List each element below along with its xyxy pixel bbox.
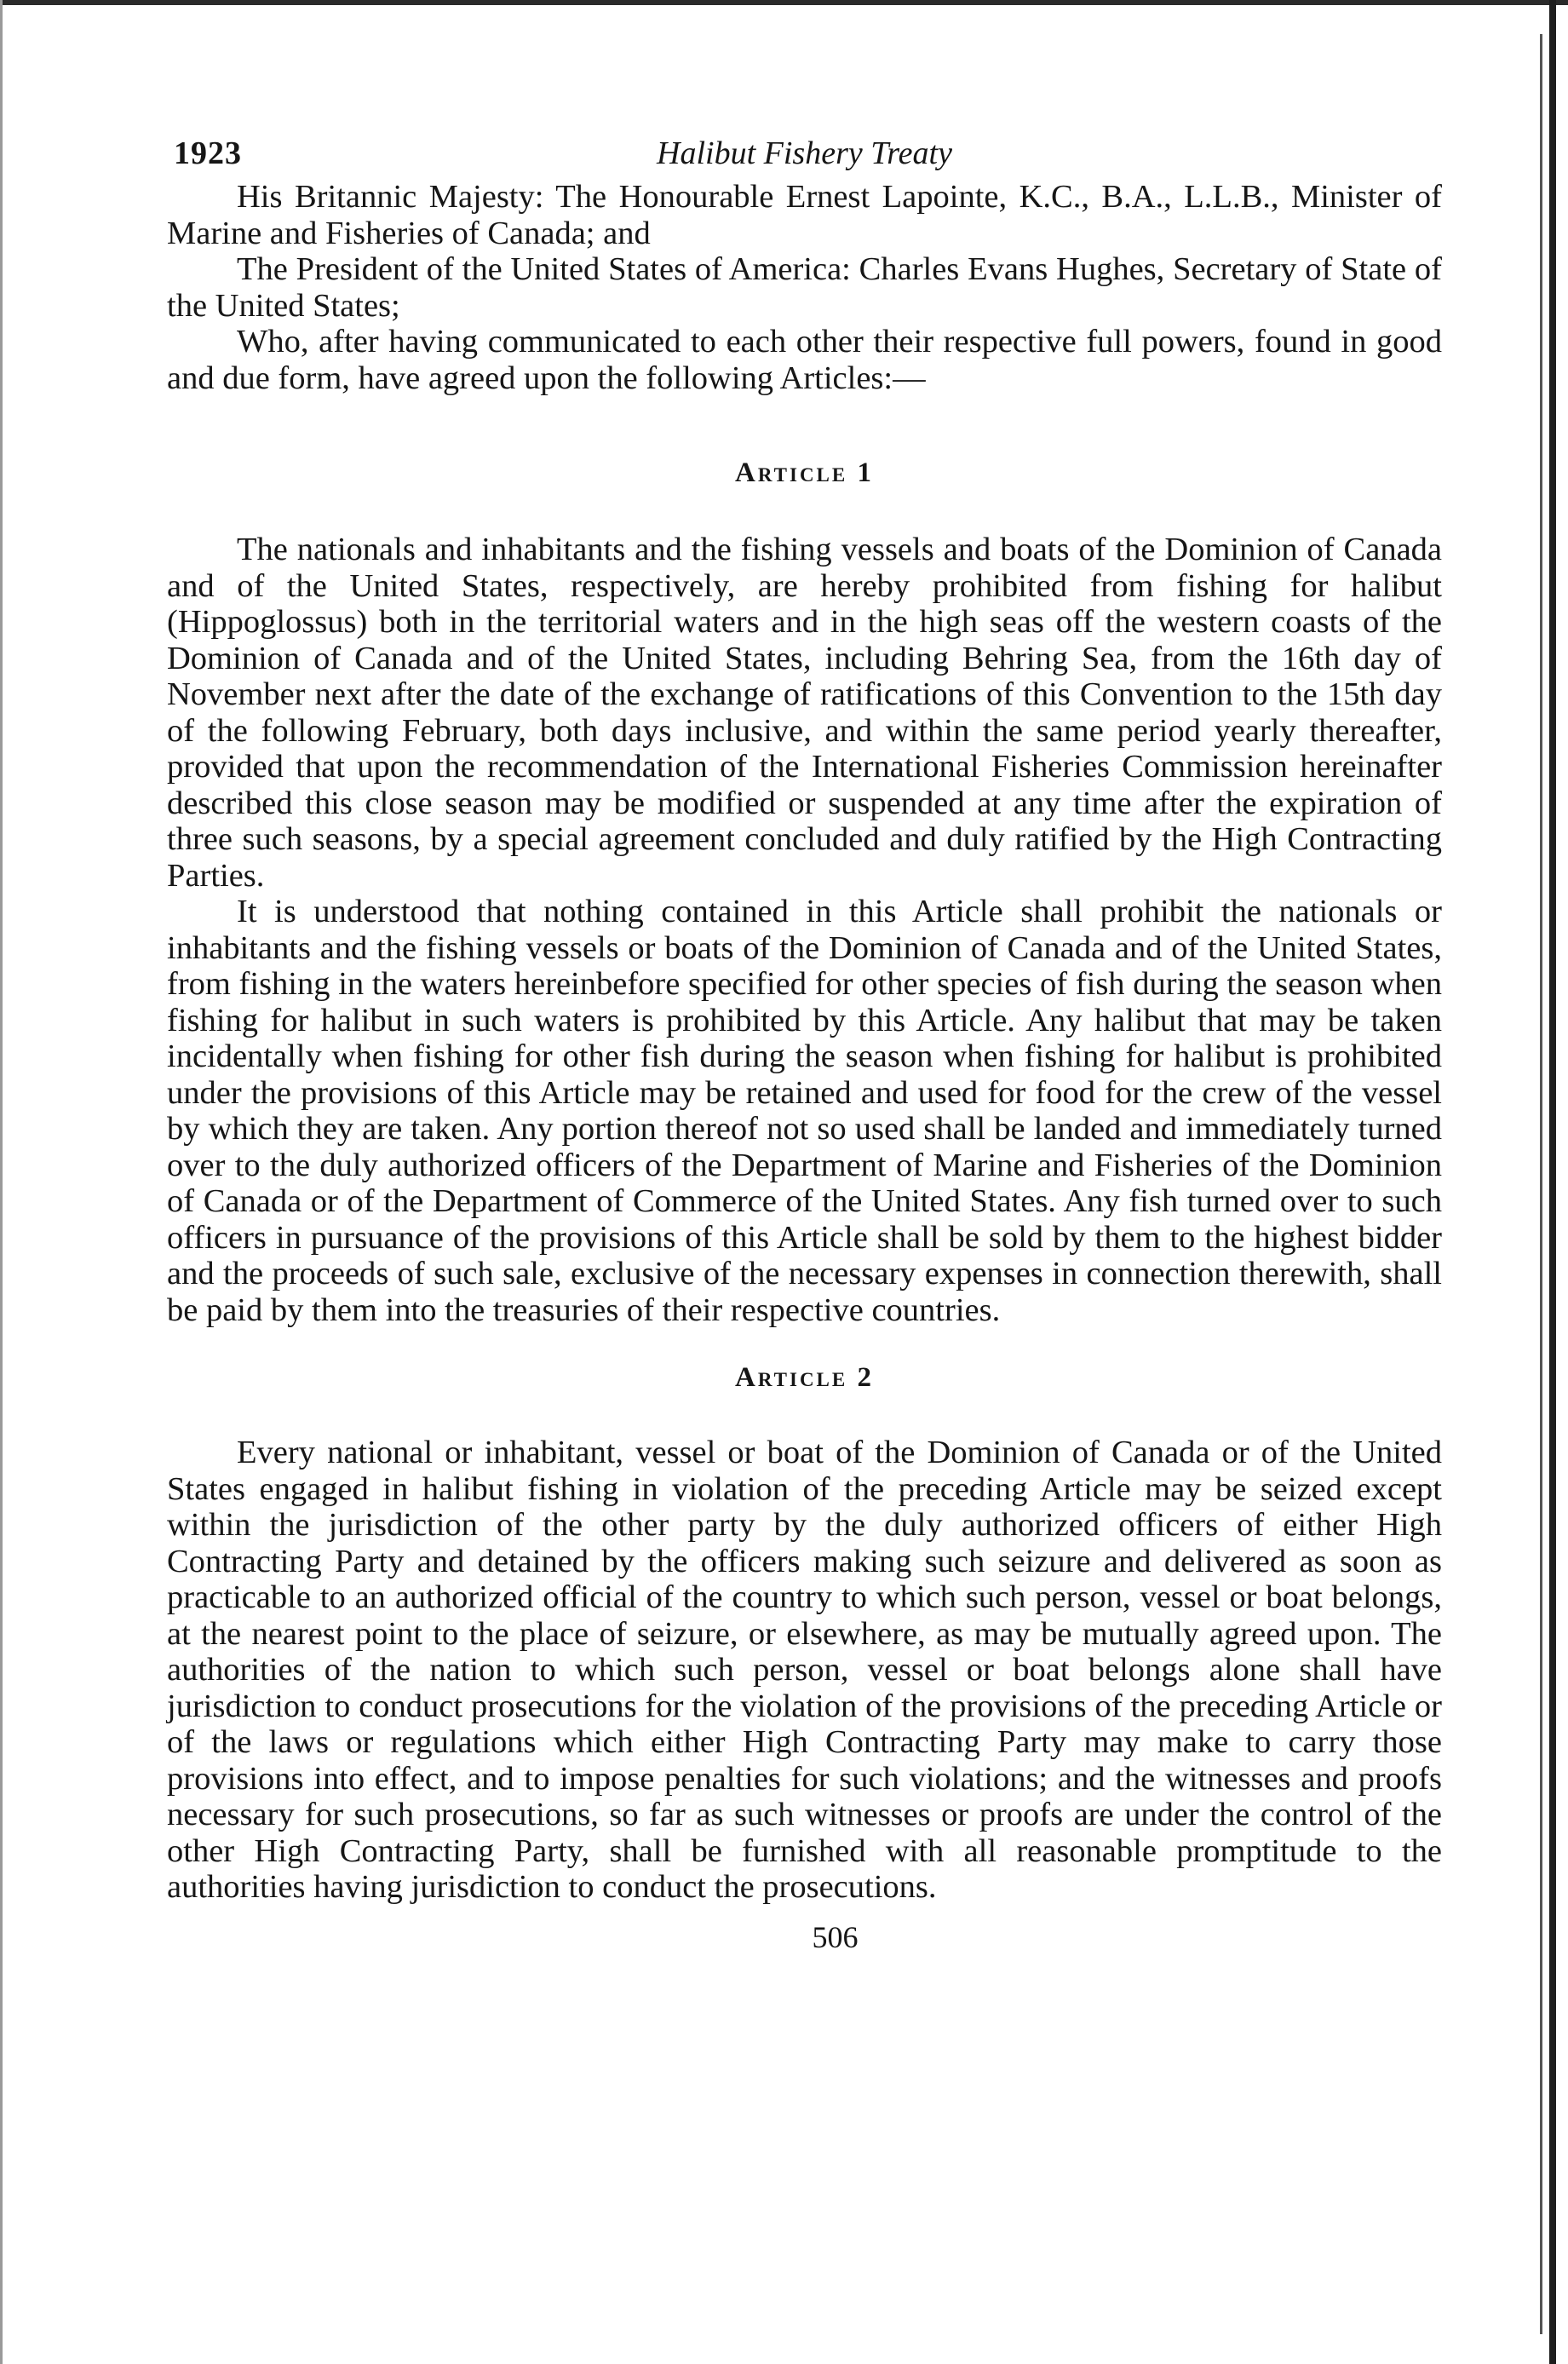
- running-head-year: 1923: [174, 135, 242, 171]
- preamble: [167, 179, 1442, 396]
- article-1-body: [167, 532, 1442, 1328]
- binding-bar: [1549, 0, 1556, 2364]
- page: [167, 128, 1442, 1955]
- scan-top-edge: [0, 0, 1568, 5]
- preamble-paragraph: The President of the United States of America: Charles Evans Hughes, Secretary of State of the United States;: [167, 251, 1442, 324]
- article-paragraph: The nationals and inhabitants and the fishing vessels and boats of the Dominion of Canada and of the United States, respectively, are hereby prohibited from fishing for halibut (Hippoglossus) both in the territorial waters and in the high seas off the western coasts of the Dominion of Canada and of the United States, including Behring Sea, from the 16th day of November next after the date of the exchange of ratifications of this Convention to the 15th day of the following February, both days inclusive, and within the same period yearly thereafter, provided that upon the recommendation of the International Fisheries Commission hereinafter described this close season may be modified or suspended at any time after the expiration of three such seasons, by a special agreement concluded and duly ratified by the High Contracting Parties.: [167, 532, 1442, 894]
- scan-left-edge: [0, 0, 3, 2364]
- article-paragraph: Every national or inhabitant, vessel or boat of the Dominion of Canada or of the United States engaged in halibut fishing in violation of the preceding Article may be seized except within the jurisdiction of the other party by the duly authorized officers of either High Contracting Party and detained by the officers making such seizure and delivered as soon as practicable to an authorized official of the country to which such person, vessel or boat belongs, at the nearest point to the place of seizure, or elsewhere, as may be mutually agreed upon. The authorities of the nation to which such person, vessel or boat belongs alone shall have jurisdiction to conduct prosecutions for the violation of the provisions of the preceding Article or of the laws or regulations which either High Contracting Party may make to carry those provisions into effect, and to impose penalties for such violations; and the witnesses and proofs necessary for such prosecutions, so far as such witnesses or proofs are under the control of the other High Contracting Party, shall be furnished with all reasonable promptitude to the authorities having jurisdiction to conduct the prosecutions.: [167, 1435, 1442, 1905]
- running-head: [167, 128, 1442, 179]
- binding-edge: [1534, 0, 1568, 2364]
- preamble-paragraph: His Britannic Majesty: The Honourable Ernest Lapointe, K.C., B.A., L.L.B., Minister of Marine and Fisheries of Canada; and: [167, 179, 1442, 251]
- page-number: 506: [812, 1919, 859, 1954]
- article-2-heading: Article 2: [735, 1362, 874, 1393]
- running-head-title: Halibut Fishery Treaty: [657, 135, 952, 171]
- binding-bar-inner: [1540, 34, 1542, 2334]
- article-paragraph: It is understood that nothing contained in this Article shall prohibit the nationals or inhabitants and the fishing vessels or boats of the Dominion of Canada and of the United States, from fishing in the waters hereinbefore specified for other species of fish during the season when fishing for halibut in such waters is prohibited by this Article. Any halibut that may be taken incidentally when fishing for other fish during the season when fishing for halibut is prohibited under the provisions of this Article may be retained and used for food for the crew of the vessel by which they are taken. Any portion thereof not so used shall be landed and immediately turned over to the duly authorized officers of the Department of Marine and Fisheries of the Dominion of Canada or of the Department of Commerce of the United States. Any fish turned over to such officers in pursuance of the provisions of this Article shall be sold by them to the highest bidder and the proceeds of such sale, exclusive of the necessary expenses in connection therewith, shall be paid by them into the treasuries of their respective countries.: [167, 894, 1442, 1328]
- article-2-body: [167, 1435, 1442, 1906]
- article-1-heading: Article 1: [735, 457, 874, 488]
- preamble-paragraph: Who, after having communicated to each other their respective full powers, found in good and due form, have agreed upon the following Articles:—: [167, 324, 1442, 396]
